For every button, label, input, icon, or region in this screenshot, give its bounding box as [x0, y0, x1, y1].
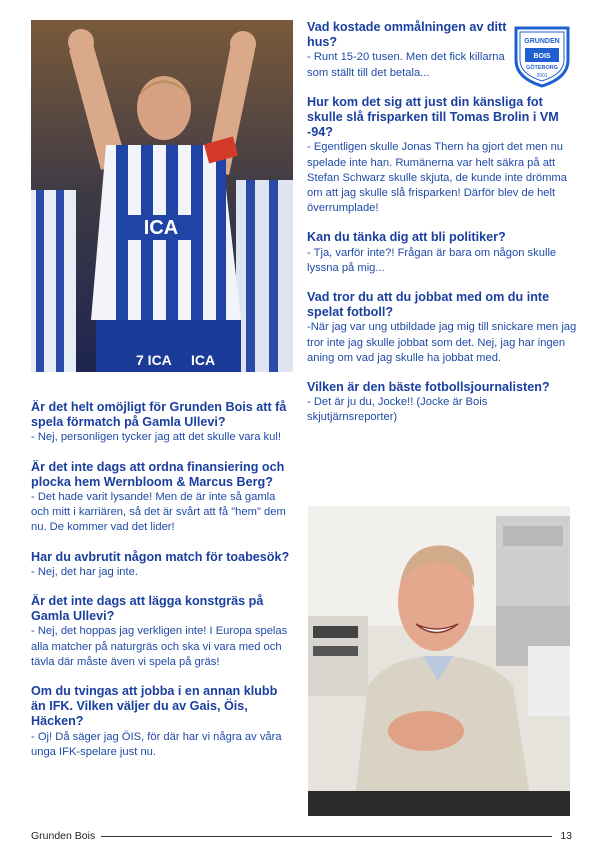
qa-item	[31, 550, 293, 580]
question: Vad kostade ommålningen av ditt hus?	[307, 20, 507, 50]
answer: - Nej, personligen tycker jag att det skulle vara kul!	[31, 431, 281, 444]
question: Vilken är den bäste fotbollsjournalisten?	[307, 380, 550, 395]
logo-year-text: 2001	[536, 73, 548, 79]
answer: - Det är ju du, Jocke!! (Jocke är Bois skjutjärnsreporter)	[307, 396, 488, 424]
question: Är det helt omöjligt för Grunden Bois att få spela förmatch på Gamla Ullevi?	[31, 400, 287, 430]
logo-bottom-text: GÖTEBORG	[525, 65, 559, 71]
qa-item	[31, 400, 293, 446]
answer: - Tja, varför inte?! Frågan är bara om någon skulle lyssna på mig...	[307, 246, 557, 274]
qa-item	[307, 290, 577, 366]
answer: - Egentligen skulle Jonas Thern ha gjort det men nu spelade inte han. Rumänerna var helt säkra på att Stefan Schwarz skulle skjuta, de kunde inte drömma om att jag skulle slå frisparken! Därför blev de helt överrumplade!	[307, 141, 567, 215]
qa-item	[31, 684, 293, 760]
svg-text:ICA: ICA	[191, 352, 216, 368]
page-footer	[31, 829, 572, 843]
question: Har du avbrutit någon match för toabesök?	[31, 549, 290, 564]
qa-item	[307, 95, 577, 217]
footer-title: Grunden Bois	[31, 830, 96, 842]
player-photo	[31, 20, 293, 372]
question: Hur kom det sig att just din känsliga fot skulle slå frisparken till Tomas Brolin i VM -94?	[307, 94, 559, 140]
interview-photo	[308, 506, 570, 816]
qa-item	[31, 594, 293, 670]
qa-item	[307, 230, 577, 276]
logo-top-text: GRUNDEN	[524, 38, 560, 45]
club-logo	[512, 24, 572, 88]
question: Är det inte dags att lägga konstgräs på Gamla Ullevi?	[31, 594, 264, 624]
question: Kan du tänka dig att bli politiker?	[307, 230, 506, 245]
logo-mid-text: BOIS	[533, 53, 551, 60]
qa-item	[31, 460, 293, 536]
page-number: 13	[560, 830, 572, 842]
left-column	[31, 400, 293, 774]
answer: - Runt 15-20 tusen. Men det fick killarna som ställt till det betala...	[307, 51, 505, 79]
answer: - Oj! Då säger jag ÖIS, för där har vi några av våra unga IFK-spelare just nu.	[31, 730, 282, 758]
qa-item	[307, 380, 577, 426]
question: Är det inte dags att ordna finansiering och plocka hem Wernbloom & Marcus Berg?	[31, 459, 285, 489]
question: Vad tror du att du jobbat med om du inte spelat fotboll?	[307, 290, 550, 320]
footer-rule	[101, 836, 552, 837]
answer: - Nej, det hoppas jag verkligen inte! I Europa spelas alla matcher på naturgräs och ska vi vara med och tävla där måste även vi spela på gräs!	[31, 625, 288, 668]
svg-text:7 ICA: 7 ICA	[136, 352, 172, 368]
svg-text:ICA: ICA	[143, 217, 179, 239]
question: Om du tvingas att jobba i en annan klubb än IFK. Vilken väljer du av Gais, Öis, Häcken?	[31, 684, 278, 729]
answer: - Nej, det har jag inte.	[31, 565, 138, 578]
answer: -När jag var ung utbildade jag mig till snickare men jag tror inte jag skulle jobbat som det. Nej, jag har ingen aning om vad jag skulle ha jobbat med.	[307, 321, 577, 364]
answer: - Det hade varit lysande! Men de är inte så gamla och mitt i karriären, så det är svårt att få "hem" dem nu. De kommer vad det lider!	[31, 491, 286, 534]
